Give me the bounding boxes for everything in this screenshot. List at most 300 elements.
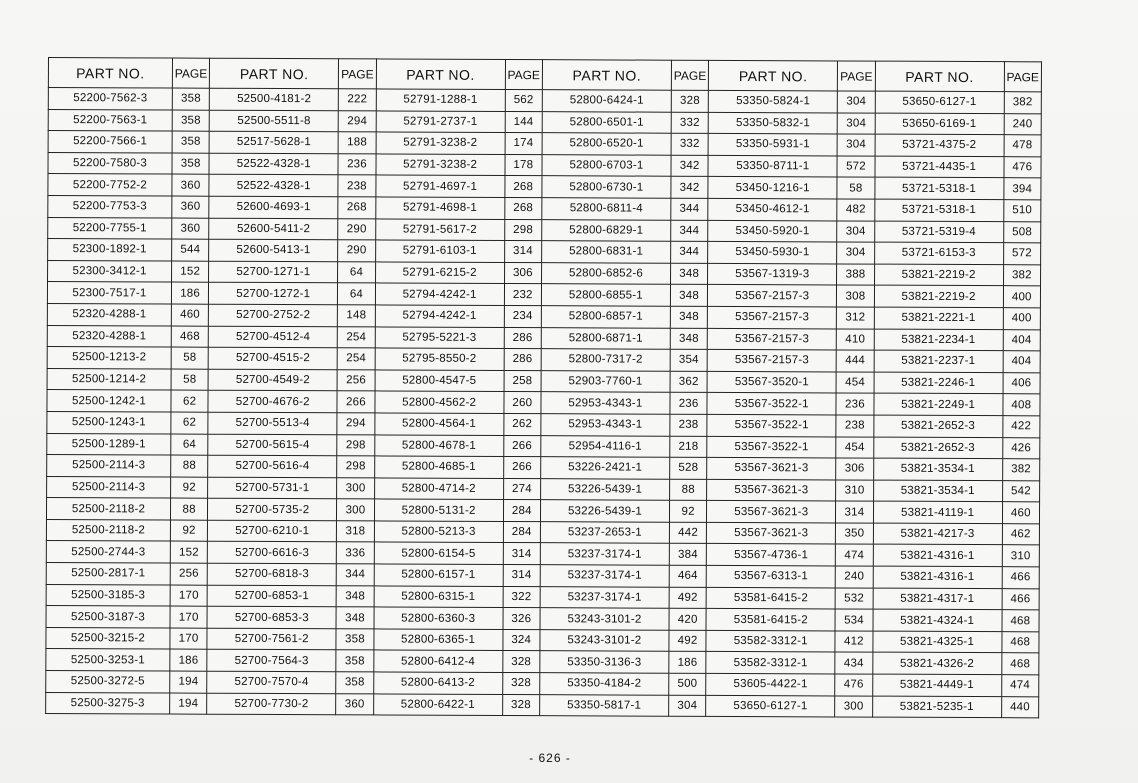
part-number-cell: 53450-5930-1 [708, 242, 837, 264]
part-number-cell: 53237-3174-1 [540, 586, 669, 608]
part-number-cell: 53721-5319-4 [874, 221, 1003, 243]
page-ref-cell: 348 [670, 306, 707, 328]
part-number-cell: 53567-2157-3 [708, 306, 837, 328]
part-number-cell: 53237-3174-1 [540, 565, 669, 587]
part-number-cell: 53243-3101-2 [540, 608, 669, 630]
page-ref-cell: 304 [837, 242, 874, 264]
page-ref-cell: 362 [670, 371, 707, 393]
part-no-header: PART NO. [210, 58, 339, 89]
page-ref-cell: 304 [837, 221, 874, 243]
part-number-cell: 53582-3312-1 [706, 652, 835, 674]
part-number-cell: 52800-6831-1 [542, 241, 671, 263]
part-number-cell: 52700-2752-2 [209, 304, 338, 326]
page-ref-cell: 532 [835, 588, 872, 610]
part-number-cell: 52800-6855-1 [541, 284, 670, 306]
part-number-cell: 52700-1271-1 [209, 261, 338, 283]
page-ref-cell: 314 [836, 501, 873, 523]
page-ref-cell: 304 [838, 91, 875, 113]
page-ref-cell: 266 [337, 391, 374, 413]
part-number-cell: 52954-4116-1 [541, 435, 670, 457]
page-ref-cell: 444 [836, 350, 873, 372]
page-ref-cell: 260 [504, 392, 541, 414]
page-ref-cell: 58 [837, 177, 874, 199]
part-number-cell: 52700-5513-4 [208, 412, 337, 434]
page-ref-cell: 348 [670, 328, 707, 350]
page-ref-cell: 298 [337, 456, 374, 478]
part-number-cell: 52800-5213-3 [374, 521, 503, 543]
page-ref-cell: 308 [837, 285, 874, 307]
part-number-cell: 53567-3621-3 [707, 479, 836, 501]
page-ref-cell: 92 [171, 477, 208, 499]
part-number-cell: 53821-2652-3 [873, 437, 1002, 459]
page-ref-cell: 170 [170, 585, 207, 607]
page-ref-cell: 306 [836, 458, 873, 480]
part-number-cell: 52200-7562-3 [48, 88, 172, 110]
part-number-cell: 52300-1892-1 [48, 239, 172, 261]
part-number-cell: 52200-7580-3 [48, 152, 172, 174]
page-ref-cell: 360 [172, 196, 209, 218]
part-number-cell: 53567-3522-1 [707, 393, 836, 415]
page-ref-cell: 344 [337, 564, 374, 586]
part-number-cell: 53567-3522-1 [707, 414, 836, 436]
page-ref-cell: 468 [171, 326, 208, 348]
page-ref-cell: 388 [837, 264, 874, 286]
part-number-cell: 52800-6365-1 [374, 629, 503, 651]
page-ref-cell: 152 [172, 261, 209, 283]
part-number-cell: 52800-6857-1 [541, 306, 670, 328]
page-ref-cell: 310 [1002, 545, 1039, 567]
part-number-cell: 52517-5628-1 [209, 131, 338, 153]
part-number-cell: 52791-4698-1 [375, 197, 504, 219]
part-number-cell: 52800-4564-1 [374, 413, 503, 435]
page-ref-cell: 358 [336, 650, 373, 672]
part-number-cell: 52791-4697-1 [376, 175, 505, 197]
part-number-cell: 53821-2237-1 [874, 350, 1003, 372]
part-number-cell: 52700-6210-1 [208, 520, 337, 542]
page-ref-cell: 344 [671, 241, 708, 263]
part-number-cell: 53226-2421-1 [541, 457, 670, 479]
page-ref-cell: 348 [670, 285, 707, 307]
part-number-cell: 53650-6169-1 [875, 113, 1004, 135]
part-number-cell: 52500-1214-2 [47, 368, 171, 390]
part-number-cell: 53350-5832-1 [708, 112, 837, 134]
page-ref-cell: 462 [1002, 524, 1039, 546]
part-number-cell: 52300-3412-1 [48, 260, 172, 282]
part-number-cell: 53582-3312-1 [706, 630, 835, 652]
page-ref-cell: 332 [671, 112, 708, 134]
page-ref-cell: 236 [836, 393, 873, 415]
page-ref-cell: 258 [504, 370, 541, 392]
page-ref-cell: 256 [337, 369, 374, 391]
page-ref-cell: 148 [338, 305, 375, 327]
page-ref-cell: 420 [669, 608, 706, 630]
page-header: PAGE [505, 59, 542, 89]
page-ref-cell: 266 [503, 435, 540, 457]
part-number-cell: 53237-3174-1 [540, 543, 669, 565]
part-number-cell: 52800-6154-5 [374, 542, 503, 564]
page-ref-cell: 304 [837, 113, 874, 135]
part-number-cell: 52700-6853-1 [207, 585, 336, 607]
part-number-cell: 52500-3215-2 [46, 627, 170, 649]
page-ref-cell: 408 [1003, 394, 1040, 416]
part-number-cell: 53821-2221-1 [874, 307, 1003, 329]
page-number: - 626 - [529, 751, 571, 765]
part-number-cell: 52320-4288-1 [47, 325, 171, 347]
page-ref-cell: 468 [1001, 653, 1038, 675]
part-number-cell: 53821-5235-1 [872, 696, 1001, 718]
page-header: PAGE [838, 61, 875, 91]
part-number-cell: 53581-6415-2 [706, 609, 835, 631]
table-row [46, 692, 1039, 718]
page-ref-cell: 460 [171, 304, 208, 326]
part-no-header: PART NO. [48, 58, 172, 89]
part-number-cell: 52700-6853-3 [207, 606, 336, 628]
page-ref-cell: 274 [503, 478, 540, 500]
part-number-cell: 52800-6703-1 [542, 154, 671, 176]
part-number-cell: 53567-6313-1 [706, 565, 835, 587]
part-number-cell: 53721-6153-3 [874, 242, 1003, 264]
page-ref-cell: 400 [1003, 308, 1040, 330]
page-ref-cell: 62 [171, 390, 208, 412]
part-number-cell: 53821-4324-1 [873, 609, 1002, 631]
page-ref-cell: 174 [505, 133, 542, 155]
part-number-cell: 52800-6360-3 [374, 607, 503, 629]
part-number-cell: 52791-3238-2 [376, 132, 505, 154]
part-no-header: PART NO. [542, 60, 671, 91]
page-ref-cell: 410 [837, 328, 874, 350]
page-ref-cell: 360 [172, 218, 209, 240]
part-number-cell: 52800-6412-4 [373, 650, 502, 672]
page-ref-cell: 572 [1003, 243, 1040, 265]
part-number-cell: 52500-2114-3 [47, 455, 171, 477]
part-number-cell: 52500-2817-1 [46, 563, 170, 585]
part-number-cell: 53350-5931-1 [708, 134, 837, 156]
part-number-cell: 53567-3522-1 [707, 436, 836, 458]
page-ref-cell: 294 [338, 110, 375, 132]
part-number-cell: 53226-5439-1 [541, 478, 670, 500]
page-ref-cell: 186 [669, 652, 706, 674]
page-ref-cell: 218 [670, 436, 707, 458]
page-ref-cell: 88 [670, 479, 707, 501]
page-ref-cell: 238 [836, 415, 873, 437]
part-number-cell: 53237-2653-1 [540, 522, 669, 544]
page-ref-cell: 544 [172, 239, 209, 261]
table-header [48, 58, 1041, 92]
part-number-cell: 53821-2219-2 [874, 264, 1003, 286]
part-number-cell: 52300-7517-1 [47, 282, 171, 304]
part-number-cell: 52791-5617-2 [375, 218, 504, 240]
page-ref-cell: 426 [1002, 437, 1039, 459]
part-number-cell: 52500-2744-3 [46, 541, 170, 563]
page-ref-cell: 460 [1002, 502, 1039, 524]
page-header: PAGE [671, 60, 708, 90]
page-ref-cell: 266 [503, 457, 540, 479]
part-number-cell: 52700-7570-4 [207, 671, 336, 693]
page-ref-cell: 236 [670, 393, 707, 415]
page-ref-cell: 222 [339, 89, 376, 111]
part-number-cell: 53821-2219-2 [874, 285, 1003, 307]
part-number-cell: 53450-5920-1 [708, 220, 837, 242]
part-number-cell: 52800-6520-1 [542, 133, 671, 155]
page-ref-cell: 382 [1002, 459, 1039, 481]
part-number-cell: 53821-3534-1 [873, 480, 1002, 502]
part-number-cell: 52903-7760-1 [541, 370, 670, 392]
page-ref-cell: 88 [171, 455, 208, 477]
page-ref-cell: 194 [170, 693, 207, 715]
page-ref-cell: 510 [1003, 200, 1040, 222]
page-ref-cell: 476 [1004, 156, 1041, 178]
page-ref-cell: 152 [170, 542, 207, 564]
part-number-cell: 52800-6811-4 [542, 198, 671, 220]
part-number-cell: 52794-4242-1 [375, 283, 504, 305]
page-ref-cell: 358 [172, 110, 209, 132]
part-number-cell: 52800-6852-6 [541, 262, 670, 284]
page-header: PAGE [1004, 62, 1042, 92]
page-ref-cell: 326 [503, 608, 540, 630]
part-no-header: PART NO. [709, 60, 838, 91]
part-number-cell: 53567-2157-3 [708, 285, 837, 307]
part-number-cell: 52700-5616-4 [208, 455, 337, 477]
part-number-cell: 52500-3185-3 [46, 584, 170, 606]
page-ref-cell: 186 [170, 649, 207, 671]
page-ref-cell: 324 [503, 629, 540, 651]
part-no-header: PART NO. [376, 59, 505, 90]
part-number-cell: 52200-7566-1 [48, 131, 172, 153]
part-number-cell: 52500-1243-1 [47, 411, 171, 433]
part-number-cell: 53350-3136-3 [540, 651, 669, 673]
page-ref-cell: 88 [170, 498, 207, 520]
page-ref-cell: 500 [669, 673, 706, 695]
page-ref-cell: 286 [504, 327, 541, 349]
page-ref-cell: 332 [671, 133, 708, 155]
page-ref-cell: 354 [670, 349, 707, 371]
page-ref-cell: 358 [172, 88, 209, 110]
part-number-cell: 52700-4676-2 [208, 391, 337, 413]
page-ref-cell: 294 [337, 413, 374, 435]
part-number-cell: 52800-6413-2 [373, 672, 502, 694]
part-number-cell: 53350-5824-1 [709, 90, 838, 112]
part-number-cell: 52500-2118-2 [46, 498, 170, 520]
table-body [46, 88, 1042, 719]
page-ref-cell: 238 [338, 175, 375, 197]
page-ref-cell: 492 [669, 630, 706, 652]
part-number-cell: 52800-6422-1 [373, 694, 502, 716]
page-ref-cell: 92 [170, 520, 207, 542]
part-number-cell: 52800-6501-1 [542, 111, 671, 133]
page-ref-cell: 562 [505, 89, 542, 111]
page-ref-cell: 254 [337, 348, 374, 370]
page-ref-cell: 344 [671, 198, 708, 220]
part-number-cell: 53821-4325-1 [873, 631, 1002, 653]
part-number-cell: 53821-2249-1 [874, 393, 1003, 415]
part-number-cell: 52953-4343-1 [541, 392, 670, 414]
part-number-cell: 52600-4693-1 [209, 196, 338, 218]
page-ref-cell: 254 [338, 326, 375, 348]
page-ref-cell: 318 [337, 521, 374, 543]
part-number-cell: 52700-7564-3 [207, 650, 336, 672]
page-ref-cell: 358 [172, 153, 209, 175]
page-ref-cell: 328 [502, 673, 539, 695]
part-number-cell: 52600-5413-1 [209, 239, 338, 261]
part-number-cell: 52700-6818-3 [207, 563, 336, 585]
page-ref-cell: 188 [338, 132, 375, 154]
page-ref-cell: 468 [1002, 610, 1039, 632]
page-ref-cell: 234 [504, 305, 541, 327]
part-number-cell: 52700-7561-2 [207, 628, 336, 650]
page-ref-cell: 322 [503, 586, 540, 608]
page-ref-cell: 394 [1004, 178, 1041, 200]
page-ref-cell: 400 [1003, 286, 1040, 308]
part-number-cell: 52800-6829-1 [542, 219, 671, 241]
part-number-cell: 52500-3275-3 [46, 692, 170, 714]
page-ref-cell: 268 [338, 197, 375, 219]
page-ref-cell: 466 [1002, 588, 1039, 610]
part-number-cell: 52600-5411-2 [209, 218, 338, 240]
part-number-cell: 52700-4549-2 [208, 369, 337, 391]
page-ref-cell: 404 [1003, 351, 1040, 373]
part-number-cell: 52200-7563-1 [48, 109, 172, 131]
page-ref-cell: 310 [836, 480, 873, 502]
part-number-cell: 53721-5318-1 [874, 177, 1003, 199]
page-ref-cell: 474 [836, 544, 873, 566]
part-number-cell: 52800-6730-1 [542, 176, 671, 198]
page-ref-cell: 268 [504, 197, 541, 219]
page-ref-cell: 256 [170, 563, 207, 585]
page-ref-cell: 298 [504, 219, 541, 241]
part-number-cell: 52200-7755-1 [48, 217, 172, 239]
part-number-cell: 53226-5439-1 [540, 500, 669, 522]
page-ref-cell: 384 [669, 544, 706, 566]
part-number-cell: 53821-4449-1 [872, 674, 1001, 696]
page-ref-cell: 412 [835, 631, 872, 653]
page-ref-cell: 290 [338, 240, 375, 262]
page-ref-cell: 468 [1002, 632, 1039, 654]
part-number-cell: 53821-2246-1 [874, 372, 1003, 394]
page-ref-cell: 358 [336, 672, 373, 694]
part-number-cell: 52700-5615-4 [208, 434, 337, 456]
part-number-cell: 52522-4328-1 [209, 175, 338, 197]
part-number-cell: 53821-4326-2 [872, 653, 1001, 675]
part-number-cell: 52791-6103-1 [375, 240, 504, 262]
part-number-cell: 53567-3621-3 [707, 522, 836, 544]
part-number-cell: 53450-4612-1 [708, 198, 837, 220]
page-ref-cell: 314 [504, 241, 541, 263]
page-ref-cell: 238 [670, 414, 707, 436]
part-number-cell: 52700-5735-2 [208, 498, 337, 520]
part-number-cell: 52791-6215-2 [375, 262, 504, 284]
page-ref-cell: 314 [503, 543, 540, 565]
page-ref-cell: 304 [837, 134, 874, 156]
page-ref-cell: 298 [337, 434, 374, 456]
part-number-cell: 53350-8711-1 [708, 155, 837, 177]
part-number-cell: 52700-4515-2 [208, 347, 337, 369]
page-ref-cell: 58 [171, 369, 208, 391]
part-number-cell: 52800-4678-1 [374, 434, 503, 456]
part-no-header: PART NO. [875, 61, 1004, 92]
page-ref-cell: 64 [338, 283, 375, 305]
part-number-cell: 52800-6157-1 [374, 564, 503, 586]
part-number-cell: 53567-4736-1 [707, 544, 836, 566]
part-number-cell: 52794-4242-1 [375, 305, 504, 327]
page-ref-cell: 358 [336, 629, 373, 651]
part-number-cell: 53581-6415-2 [706, 587, 835, 609]
page-ref-cell: 454 [836, 372, 873, 394]
page-ref-cell: 262 [503, 413, 540, 435]
page-ref-cell: 466 [1002, 567, 1039, 589]
page-ref-cell: 314 [503, 565, 540, 587]
page-ref-cell: 64 [338, 262, 375, 284]
page-ref-cell: 542 [1002, 480, 1039, 502]
page-ref-cell: 268 [505, 176, 542, 198]
page-ref-cell: 348 [670, 263, 707, 285]
page-header: PAGE [339, 59, 376, 89]
part-number-cell: 52700-7730-2 [207, 693, 336, 715]
page-ref-cell: 348 [336, 607, 373, 629]
page-header: PAGE [172, 58, 209, 88]
part-number-cell: 53350-5817-1 [540, 694, 669, 716]
part-number-cell: 52800-4562-2 [375, 391, 504, 413]
part-number-cell: 52700-1272-1 [209, 283, 338, 305]
part-number-cell: 53821-3534-1 [873, 458, 1002, 480]
part-number-cell: 52800-6315-1 [374, 586, 503, 608]
page-ref-cell: 170 [170, 628, 207, 650]
part-number-cell: 52800-5131-2 [374, 499, 503, 521]
page-ref-cell: 464 [669, 565, 706, 587]
page-ref-cell: 422 [1002, 416, 1039, 438]
part-number-cell: 53821-2234-1 [874, 329, 1003, 351]
part-number-cell: 53450-1216-1 [708, 177, 837, 199]
header-row [48, 58, 1041, 92]
part-number-cell: 52800-4714-2 [374, 478, 503, 500]
part-number-cell: 52800-4547-5 [375, 370, 504, 392]
page-ref-cell: 62 [171, 412, 208, 434]
part-number-cell: 53650-6127-1 [875, 91, 1004, 113]
part-number-cell: 52500-1213-2 [47, 347, 171, 369]
page-ref-cell: 572 [837, 156, 874, 178]
part-number-cell: 52320-4288-1 [47, 303, 171, 325]
parts-index-table [45, 57, 1042, 719]
part-number-cell: 53821-4316-1 [873, 566, 1002, 588]
part-number-cell: 52791-3238-2 [376, 154, 505, 176]
page-ref-cell: 58 [171, 347, 208, 369]
part-number-cell: 52500-2118-2 [46, 519, 170, 541]
page-ref-cell: 454 [836, 436, 873, 458]
part-number-cell: 52800-6871-1 [541, 327, 670, 349]
part-number-cell: 53243-3101-2 [540, 629, 669, 651]
page-ref-cell: 300 [835, 696, 872, 718]
part-number-cell: 52500-2114-3 [47, 476, 171, 498]
part-number-cell: 52800-6424-1 [542, 90, 671, 112]
page-ref-cell: 478 [1004, 135, 1041, 157]
page-ref-cell: 528 [670, 457, 707, 479]
part-number-cell: 52800-4685-1 [374, 456, 503, 478]
part-number-cell: 52500-3187-3 [46, 606, 170, 628]
part-number-cell: 53821-4217-3 [873, 523, 1002, 545]
page-ref-cell: 534 [835, 609, 872, 631]
page-ref-cell: 312 [837, 307, 874, 329]
part-number-cell: 53567-2157-3 [707, 350, 836, 372]
page-ref-cell: 328 [671, 90, 708, 112]
part-number-cell: 53721-5318-1 [874, 199, 1003, 221]
part-number-cell: 53821-4316-1 [873, 545, 1002, 567]
part-number-cell: 53650-6127-1 [706, 695, 835, 717]
page-ref-cell: 170 [170, 606, 207, 628]
part-number-cell: 53721-4435-1 [875, 156, 1004, 178]
part-number-cell: 53821-4317-1 [873, 588, 1002, 610]
part-number-cell: 53567-2157-3 [707, 328, 836, 350]
page-ref-cell: 482 [837, 199, 874, 221]
page-ref-cell: 300 [337, 499, 374, 521]
